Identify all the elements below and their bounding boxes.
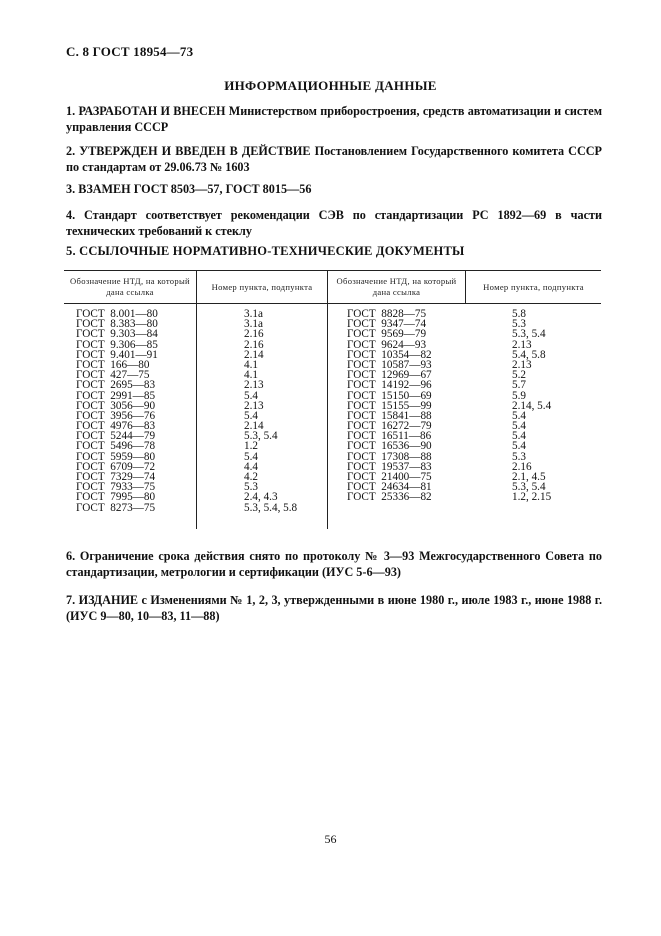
table-cell-ntd: ГОСТ 25336—82 <box>347 491 432 504</box>
section-lead: УТВЕРЖДЕН И ВВЕДЕН В ДЕЙСТВИЕ <box>79 144 311 158</box>
section-1 <box>66 103 602 135</box>
table-cell-ntd: ГОСТ 16272—79 <box>347 420 432 433</box>
table-cell-ntd: ГОСТ 21400—75 <box>347 471 432 483</box>
table-cell-ntd: ГОСТ 7995—80 <box>76 491 156 504</box>
table-cell-ntd: ГОСТ 14192—96 <box>347 379 432 392</box>
table-cell-ntd: ГОСТ 4976—83 <box>76 420 156 433</box>
table-cell-item: 4.1 <box>244 369 258 382</box>
column-divider <box>327 271 328 529</box>
table-cell-item: 5.3, 5.4, 5.8 <box>244 501 298 514</box>
table-cell-ntd: ГОСТ 8.001—80 <box>76 308 158 320</box>
table-cell-item: 5.4 <box>512 420 526 433</box>
right-items-column <box>512 309 551 503</box>
table-cell-item: 2.13 <box>512 338 532 351</box>
section-number: 7. <box>66 593 76 607</box>
section-text: Ограничение срока действия снято по протоколу № 3—93 Межгосударственного Совета по стандартизации, метрологии и сертификации (ИУС 5-6—93) <box>66 549 602 579</box>
table-cell-ntd: ГОСТ 9624—93 <box>347 338 427 351</box>
table-cell-item: 5.3, 5.4 <box>244 430 278 443</box>
table-cell-item: 1.2, 2.15 <box>512 491 552 504</box>
table-cell-item: 5.3 <box>244 481 258 494</box>
document-title: ИНФОРМАЦИОННЫЕ ДАННЫЕ <box>224 78 437 93</box>
header-item-right: Номер пункта, подпункта <box>483 281 584 292</box>
table-cell-item: 5.4, 5.8 <box>512 348 546 361</box>
table-cell-item: 5.4 <box>244 409 258 422</box>
table-cell-item: 2.14 <box>244 348 264 361</box>
page-number: 56 <box>324 832 337 846</box>
section-7 <box>66 592 602 624</box>
section-3 <box>66 181 602 197</box>
table-cell-ntd: ГОСТ 8.383—80 <box>76 318 158 331</box>
table-cell-ntd: ГОСТ 10587—93 <box>347 358 432 371</box>
table-cell-item: 5.3, 5.4 <box>512 481 546 494</box>
table-cell-item: 2.14 <box>244 420 264 433</box>
section-number: 3. <box>66 182 76 196</box>
table-cell-item: 4.4 <box>244 460 258 473</box>
table-cell-ntd: ГОСТ 15155—99 <box>347 399 432 412</box>
table-cell-item: 1.2 <box>244 440 258 453</box>
section-6 <box>66 548 602 580</box>
table-cell-ntd: ГОСТ 10354—82 <box>347 348 432 361</box>
table-cell-ntd: ГОСТ 12969—67 <box>347 369 432 382</box>
table-cell-ntd: ГОСТ 9347—74 <box>347 318 427 331</box>
table-cell-ntd: ГОСТ 7933—75 <box>76 481 156 494</box>
table-cell-ntd: ГОСТ 7329—74 <box>76 471 156 483</box>
table-cell-item: 5.9 <box>512 389 526 402</box>
table-cell-item: 5.3 <box>512 450 526 463</box>
table-cell-ntd: ГОСТ 17308—88 <box>347 450 432 463</box>
table-header-row <box>64 271 601 304</box>
table-cell-item: 5.3 <box>512 318 526 331</box>
table-cell-ntd: ГОСТ 16536—90 <box>347 440 432 453</box>
table-cell-item: 5.4 <box>244 450 258 463</box>
section-number: 2. <box>66 144 76 158</box>
table-cell-item: 5.4 <box>512 409 526 422</box>
header-ntd-right: Обозначение НТД, на который дана ссылка <box>336 276 457 297</box>
table-cell-item: 2.16 <box>244 338 264 351</box>
table-cell-item: 5.2 <box>512 369 526 382</box>
table-cell-item: 3.1а <box>244 318 263 331</box>
table-cell-item: 2.16 <box>244 328 264 341</box>
table-cell-ntd: ГОСТ 2991—85 <box>76 389 156 402</box>
section-text: Постановлением Государственного комитета СССР по стандартам от 29.06.73 № 1603 <box>66 144 602 174</box>
table-cell-item: 5.4 <box>244 389 258 402</box>
table-cell-item: 5.7 <box>512 379 526 392</box>
table-cell-ntd: ГОСТ 19537—83 <box>347 460 432 473</box>
table-cell-item: 2.4, 4.3 <box>244 491 278 504</box>
column-divider <box>196 271 197 529</box>
table-cell-ntd: ГОСТ 9569—79 <box>347 328 427 341</box>
table-cell-item: 3.1а <box>244 308 263 320</box>
table-cell-ntd: ГОСТ 3956—76 <box>76 409 156 422</box>
column-divider <box>465 271 466 303</box>
table-cell-item: 2.1, 4.5 <box>512 471 546 483</box>
section-2 <box>66 143 602 175</box>
table-cell-item: 2.14, 5.4 <box>512 399 552 412</box>
table-cell-ntd: ГОСТ 15150—69 <box>347 389 432 402</box>
header-item-left: Номер пункта, подпункта <box>211 281 313 292</box>
table-cell-item: 5.3, 5.4 <box>512 328 546 341</box>
section-5-title <box>66 244 464 259</box>
table-cell-ntd: ГОСТ 2695—83 <box>76 379 156 392</box>
table-cell-ntd: ГОСТ 427—75 <box>76 369 150 382</box>
section-text: ВЗАМЕН ГОСТ 8503—57, ГОСТ 8015—56 <box>75 182 312 196</box>
table-cell-ntd: ГОСТ 8828—75 <box>347 308 427 320</box>
section-number: 5. <box>66 244 76 258</box>
section-text: Министерством приборостроения, средств автоматизации и систем управления СССР <box>66 104 602 134</box>
table-cell-item: 5.4 <box>512 430 526 443</box>
table-cell-ntd: ГОСТ 9.306—85 <box>76 338 158 351</box>
left-items-column <box>244 309 297 513</box>
section-lead: ИЗДАНИЕ <box>78 593 139 607</box>
table-cell-ntd: ГОСТ 16511—86 <box>347 430 432 443</box>
table-cell-item: 2.13 <box>512 358 532 371</box>
right-docs-column <box>347 309 432 503</box>
table-cell-ntd: ГОСТ 5496—78 <box>76 440 156 453</box>
header-ntd-left: Обозначение НТД, на который дана ссылка <box>70 276 190 297</box>
section-number: 1. <box>66 104 76 118</box>
table-cell-ntd: ГОСТ 3056—90 <box>76 399 156 412</box>
table-cell-ntd: ГОСТ 24634—81 <box>347 481 432 494</box>
table-cell-ntd: ГОСТ 6709—72 <box>76 460 156 473</box>
table-cell-item: 4.1 <box>244 358 258 371</box>
table-cell-item: 5.8 <box>512 308 526 320</box>
section-text: ССЫЛОЧНЫЕ НОРМАТИВНО-ТЕХНИЧЕСКИЕ ДОКУМЕНТЫ <box>75 244 465 258</box>
table-cell-item: 2.13 <box>244 379 264 392</box>
table-cell-item: 5.4 <box>512 440 526 453</box>
table-cell-ntd: ГОСТ 9.401—91 <box>76 348 158 361</box>
table-cell-ntd: ГОСТ 166—80 <box>76 358 150 371</box>
left-docs-column <box>76 309 158 513</box>
section-lead: РАЗРАБОТАН И ВНЕСЕН <box>78 104 226 118</box>
section-text: Стандарт соответствует рекомендации СЭВ по стандартизации РС 1892—69 в части технических требований к стеклу <box>66 208 602 238</box>
table-cell-ntd: ГОСТ 9.303—84 <box>76 328 158 341</box>
section-number: 6. <box>66 549 76 563</box>
table-cell-ntd: ГОСТ 8273—75 <box>76 501 156 514</box>
table-cell-ntd: ГОСТ 5959—80 <box>76 450 156 463</box>
table-cell-ntd: ГОСТ 15841—88 <box>347 409 432 422</box>
table-cell-item: 2.13 <box>244 399 264 412</box>
section-number: 4. <box>66 208 76 222</box>
table-cell-item: 4.2 <box>244 471 258 483</box>
table-cell-item: 2.16 <box>512 460 532 473</box>
references-table <box>64 270 601 529</box>
section-text: с Изменениями № 1, 2, 3, утвержденными в июне 1980 г., июле 1983 г., июне 1988 г. (ИУС 9—80, 10—83, 11—88) <box>66 593 603 623</box>
table-cell-ntd: ГОСТ 5244—79 <box>76 430 156 443</box>
page-header: С. 8 ГОСТ 18954—73 <box>66 44 194 59</box>
section-4 <box>66 207 602 239</box>
